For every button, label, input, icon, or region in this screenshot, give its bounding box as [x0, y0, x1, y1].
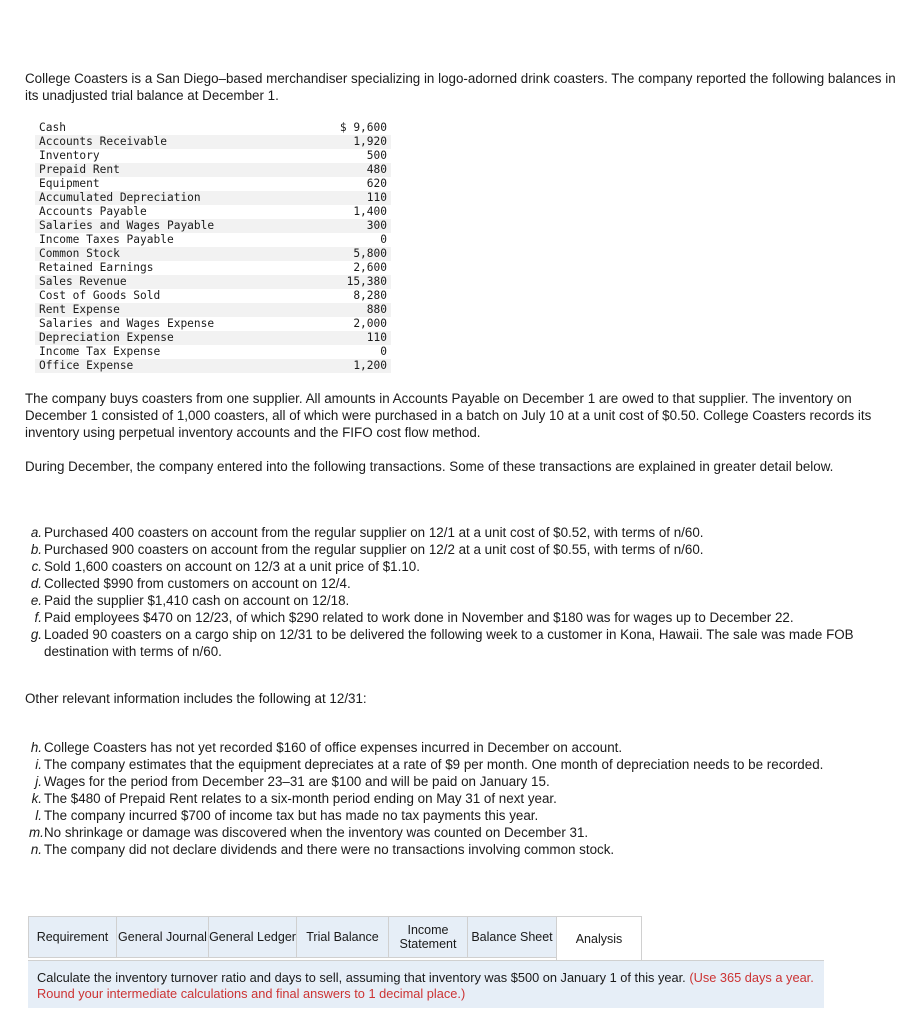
item-text: The company did not declare dividends and there were no transactions involving common stock. [44, 842, 615, 857]
adjustment-item [25, 773, 905, 790]
tab-analysis[interactable]: Analysis [556, 916, 642, 960]
transaction-item [25, 626, 905, 660]
item-letter: j. [35, 774, 42, 789]
transaction-item [25, 524, 905, 541]
item-letter: c. [31, 559, 42, 574]
item-letter: f. [34, 610, 42, 625]
adjustment-item [25, 756, 905, 773]
account-name: Depreciation Expense [35, 331, 312, 345]
tab-income-statement[interactable]: Income Statement [388, 916, 467, 958]
trial-balance-row [35, 317, 391, 331]
tab-trial-balance[interactable]: Trial Balance [296, 916, 388, 958]
account-amount: 110 [312, 191, 391, 205]
account-name: Inventory [39, 149, 100, 162]
tab-balance-sheet[interactable]: Balance Sheet [467, 916, 556, 958]
item-text: Loaded 90 coasters on a cargo ship on 12/31 to be delivered the following week to a customer in Kona, Hawaii. The sale was made FOB destination with terms of n/60. [44, 627, 854, 659]
account-amount: 110 [312, 331, 391, 345]
item-text: College Coasters has not yet recorded $160 of office expenses incurred in December on account. [44, 740, 623, 755]
trial-balance-row [35, 275, 391, 289]
tab-general-ledger[interactable]: General Ledger [208, 916, 296, 958]
trial-balance-row [35, 233, 391, 247]
supplier-info-paragraph: The company buys coasters from one supplier. All amounts in Accounts Payable on December 1 are owed to that supplier. The inventory on December 1 consisted of 1,000 coasters, all of which were purchased in a batch on July 10 at a unit cost of $0.50. College Coasters records its inventory using perpetual inventory accounts and the FIFO cost flow method. [25, 391, 872, 440]
account-name: Income Tax Expense [39, 345, 161, 358]
account-amount: 500 [366, 149, 387, 162]
trial-balance-row [35, 121, 391, 135]
item-text: Wages for the period from December 23–31 are $100 and will be paid on January 15. [44, 774, 550, 789]
account-name: Cash [39, 121, 66, 134]
account-amount: 300 [312, 219, 391, 233]
account-amount: 1,920 [312, 135, 391, 149]
transaction-item [25, 558, 905, 575]
item-text: The $480 of Prepaid Rent relates to a six-month period ending on May 31 of next year. [44, 791, 557, 806]
item-letter: b. [30, 542, 42, 557]
item-text: Paid the supplier $1,410 cash on account on 12/18. [44, 593, 350, 608]
trial-balance-row [35, 135, 391, 149]
item-text: Collected $990 from customers on account on 12/4. [44, 576, 351, 591]
account-name: Prepaid Rent [35, 163, 312, 177]
account-amount: 880 [312, 303, 391, 317]
item-text: No shrinkage or damage was discovered when the inventory was counted on December 31. [44, 825, 589, 840]
adjustment-item [25, 790, 905, 807]
trial-balance-row [35, 149, 391, 163]
trial-balance-row [35, 205, 391, 219]
transactions-list [25, 524, 905, 660]
trial-balance-row [35, 219, 391, 233]
account-name: Accounts Payable [39, 205, 147, 218]
account-amount: 15,380 [312, 275, 391, 289]
account-amount: 480 [312, 163, 391, 177]
trial-balance-row [35, 191, 391, 205]
item-letter: e. [30, 593, 42, 608]
trial-balance-row [35, 331, 391, 345]
adjustment-item [25, 824, 905, 841]
item-letter: g. [30, 627, 42, 642]
account-amount: 1,200 [312, 359, 391, 373]
item-letter: n. [30, 842, 42, 857]
trial-balance-table [35, 121, 391, 373]
adjustments-list [25, 739, 905, 858]
item-letter: a. [30, 525, 42, 540]
item-letter: m. [29, 825, 44, 840]
account-amount: 2,000 [353, 317, 387, 330]
december-intro-paragraph: During December, the company entered into the following transactions. Some of these transactions are explained in greater detail below. [25, 459, 834, 474]
item-text: Sold 1,600 coasters on account on 12/3 at a unit price of $1.10. [44, 559, 420, 574]
account-name: Sales Revenue [35, 275, 312, 289]
item-text: Paid employees $470 on 12/23, of which $290 related to work done in November and $180 was for wages up to December 22. [44, 610, 794, 625]
transaction-item [25, 592, 905, 609]
trial-balance-row [35, 177, 391, 191]
transaction-item [25, 609, 905, 626]
item-text: Purchased 400 coasters on account from the regular supplier on 12/1 at a unit cost of $0.52, with terms of n/60. [44, 525, 704, 540]
analysis-instruction-panel [28, 960, 824, 1008]
account-amount: 5,800 [312, 247, 391, 261]
trial-balance-row [35, 163, 391, 177]
trial-balance-row [35, 303, 391, 317]
instruction-text: Calculate the inventory turnover ratio and days to sell, assuming that inventory was $500 on January 1 of this year. [37, 970, 686, 985]
transaction-item [25, 541, 905, 558]
account-name: Income Taxes Payable [39, 233, 174, 246]
account-name: Cost of Goods Sold [39, 289, 161, 302]
item-text: The company estimates that the equipment depreciates at a rate of $9 per month. One month of depreciation needs to be recorded. [44, 757, 824, 772]
trial-balance-row [35, 359, 391, 373]
account-amount: 0 [380, 233, 387, 246]
adjustment-item [25, 841, 905, 858]
account-amount: 2,600 [353, 261, 387, 274]
item-letter: d. [30, 576, 42, 591]
transaction-item [25, 575, 905, 592]
instruction-hint: (Use 365 days a year. Round your intermediate calculations and final answers to 1 decimal place.) [37, 970, 814, 1001]
account-amount: $ 9,600 [339, 121, 387, 134]
account-amount: 0 [380, 345, 387, 358]
account-name: Accounts Receivable [35, 135, 312, 149]
trial-balance-row [35, 289, 391, 303]
intro-paragraph: College Coasters is a San Diego–based merchandiser specializing in logo-adorned drink coasters. The company reported the following balances in its unadjusted trial balance at December 1. [25, 71, 896, 103]
item-text: Purchased 900 coasters on account from the regular supplier on 12/2 at a unit cost of $0.55, with terms of n/60. [44, 542, 704, 557]
account-name: Retained Earnings [39, 261, 154, 274]
item-letter: l. [35, 808, 42, 823]
tab-requirement[interactable]: Requirement [28, 916, 116, 958]
account-name: Office Expense [35, 359, 312, 373]
requirement-tabs [28, 916, 642, 960]
item-letter: h. [30, 740, 42, 755]
adjustment-item [25, 739, 905, 756]
account-amount: 620 [366, 177, 387, 190]
trial-balance-row [35, 261, 391, 275]
trial-balance-row [35, 247, 391, 261]
account-amount: 8,280 [353, 289, 387, 302]
tab-general-journal[interactable]: General Journal [116, 916, 208, 958]
account-name: Rent Expense [35, 303, 312, 317]
account-name: Common Stock [35, 247, 312, 261]
adjustment-item [25, 807, 905, 824]
account-amount: 1,400 [353, 205, 387, 218]
account-name: Accumulated Depreciation [35, 191, 312, 205]
item-text: The company incurred $700 of income tax but has made no tax payments this year. [44, 808, 539, 823]
trial-balance-row [35, 345, 391, 359]
account-name: Equipment [39, 177, 100, 190]
item-letter: k. [31, 791, 42, 806]
account-name: Salaries and Wages Expense [39, 317, 215, 330]
account-name: Salaries and Wages Payable [35, 219, 312, 233]
item-letter: i. [35, 757, 42, 772]
other-info-heading: Other relevant information includes the following at 12/31: [25, 691, 367, 706]
